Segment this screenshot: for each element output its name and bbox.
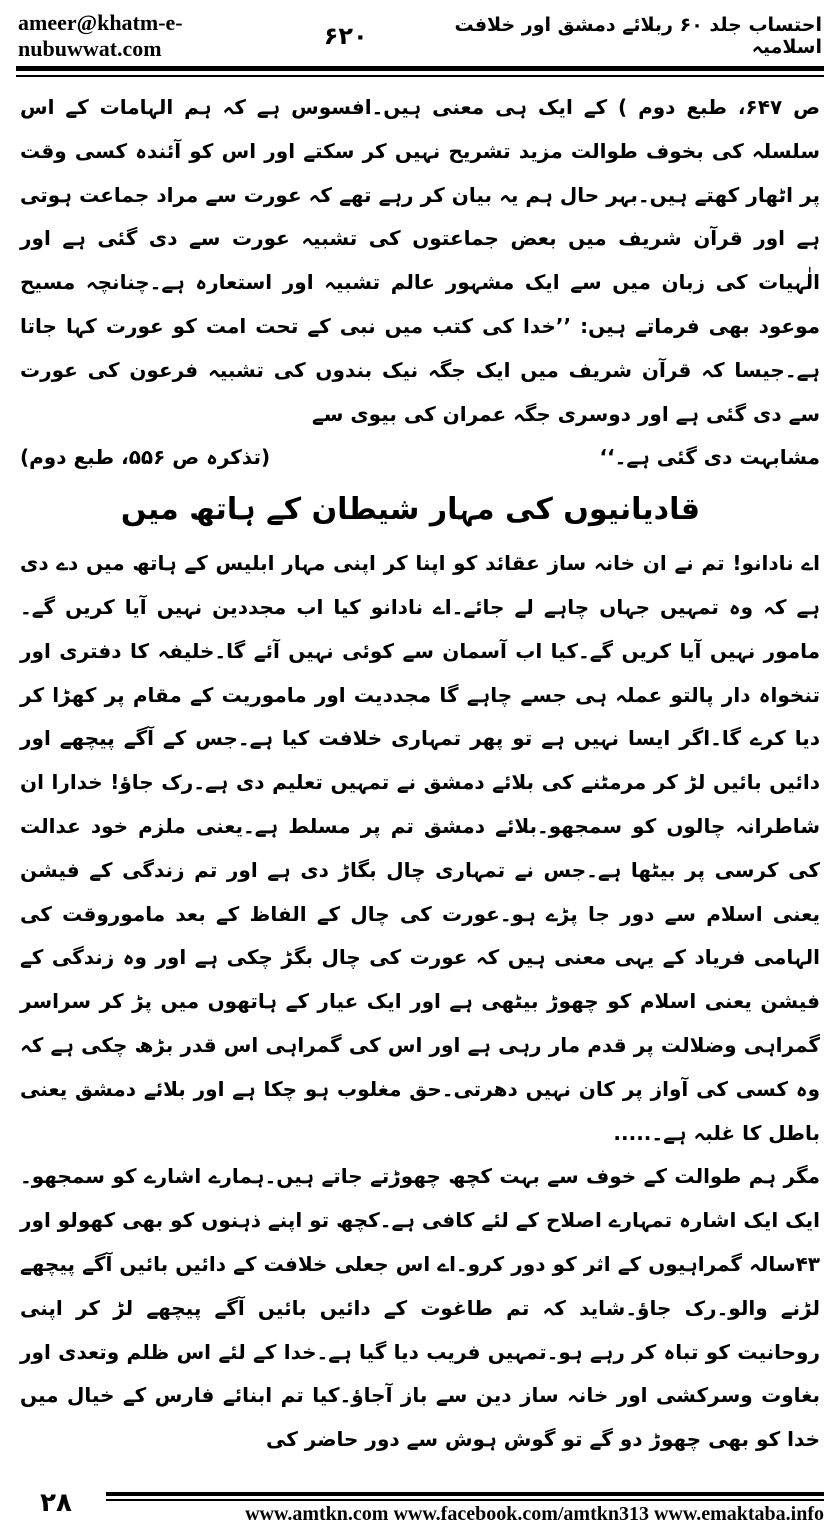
citation: (تذکرہ ص ۵۵۶، طبع دوم) xyxy=(20,445,271,470)
paragraph-3: مگر ہم طوالت کے خوف سے بہت کچھ چھوڑتے جاتے ہیں۔ہمارے اشارے کو سمجھو۔ایک ایک اشارہ تمہارے اصلاح کے لئے کافی ہے۔کچھ تو اپنے ذہنوں کو بھی کھولو اور ۴۳سالہ گمراہیوں کے اثر کو دور کرو۔اے اس جعلی خلافت کے دائیں بائیں آگے پیچھے لڑنے والو۔رک جاؤ۔شاید کہ تم طاغوت کے دائیں بائیں آگے پیچھے لڑ کر اپنی روحانیت کو تباہ کر رہے ہو۔تمہیں فریب دیا گیا ہے۔خدا کے لئے اس ظلم وتعدی اور بغاوت وسرکشی اور خانہ ساز دین سے باز آجاؤ۔کیا تم ابنائے فارس کے خیال میں خدا کو بھی چھوڑ دو گے تو گوش ہوش سے دور حاضر کی xyxy=(20,1164,820,1452)
paragraph-1-ending: مشابہت دی گئی ہے۔‘‘ xyxy=(599,445,820,470)
paragraph-1: ص ۶۴۷، طبع دوم ) کے ایک ہی معنی ہیں۔افسوس ہے کہ ہم الہامات کے اس سلسلہ کی بخوف طوالت مزید تشریح نہیں کر سکتے اور اس کو آئندہ کسی وقت پر اٹھار کھتے ہیں۔بہر حال ہم یہ بیان کر رہے تھے کہ عورت سے مراد جماعت ہوتی ہے اور قرآن شریف میں بعض جماعتوں کی تشبیہ عورت سے دی گئی ہے اور الٰہیات کی زبان میں سے ایک مشہور عالم تشبیہ اور استعارہ ہے۔چنانچہ مسیح موعود بھی فرماتے ہیں: ’’خدا کی کتب میں نبی کے تحت امت کو عورت کہا جاتا ہے۔جیسا کہ قرآن شریف میں ایک جگہ نیک بندوں کی تشبیہ فرعون کی عورت سے دی گئی ہے اور دوسری جگہ عمران کی بیوی سے xyxy=(20,95,820,426)
paragraph-2: اے نادانو! تم نے ان خانہ ساز عقائد کو اپنا کر اپنی مہار ابلیس کے ہاتھ میں دے دی ہے کہ وہ تمہیں جہاں چاہے لے جائے۔اے نادانو کیا اب مجددین نہیں آیا کریں گے۔مامور نہیں آیا کریں گے۔کیا اب آسمان سے کوئی نہیں آئے گا۔خلیفہ کا دفتری اور تنخواہ دار پالتو عملہ ہی جسے چاہے گا مجددیت اور ماموریت کے مقام پر کھڑا کر دیا کرے گا۔اگر ایسا نہیں ہے تو پھر تمہاری خلافت کیا ہے۔جس کے آگے پیچھے اور دائیں بائیں لڑ کر مرمٹنے کی بلائے دمشق نے تمہیں تعلیم دی ہے۔رک جاؤ! خدارا ان شاطرانہ چالوں کو سمجھو۔بلائے دمشق تم پر مسلط ہے۔یعنی ملزم خود عدالت کی کرسی پر بیٹھا ہے۔جس نے تمہاری چال بگاڑ دی ہے اور تم زندگی کے فیشن یعنی اسلام سے دور جا پڑے ہو۔عورت کی چال کے الفاظ کے بعد ماموروقت کی الہامی فریاد کے یہی معنی ہیں کہ عورت کی چال بگڑ چکی ہے اور وہ زندگی کے فیشن یعنی اسلام کو چھوڑ بیٹھی ہے اور ایک عیار کے ہاتھوں میں پڑ کر سراسر گمراہی وضلالت پر قدم مار رہی ہے اور اس کی گمراہی اس قدر بڑھ چکی ہے کہ وہ کسی کی آواز پر کان نہیں دھرتی۔حق مغلوب ہو چکا ہے اور بلائے دمشق یعنی باطل کا غلبہ ہے۔..... xyxy=(20,551,820,1145)
header-email: ameer@khatm-e-nubuwwat.com xyxy=(18,10,183,61)
section-heading: قادیانیوں کی مہار شیطان کے ہاتھ میں xyxy=(120,492,700,528)
page-footer xyxy=(16,1478,824,1528)
header-rule-thin xyxy=(16,75,824,77)
footer-rule-thick xyxy=(106,1492,824,1496)
footer-links: www.amtkn.com www.facebook.com/amtkn313 www.emaktaba.info xyxy=(245,1503,824,1525)
page-header xyxy=(18,10,822,61)
page-body xyxy=(20,86,820,1462)
header-page-number: ۶۲۰ xyxy=(323,22,368,50)
running-head xyxy=(324,14,822,58)
paragraph-1-last-line xyxy=(20,436,820,480)
running-title: احتساب جلد ۶۰ ربلائے دمشق اور خلافت اسلامیہ xyxy=(454,14,822,58)
header-rule-thick xyxy=(16,66,824,71)
footer-page-number: ۲۸ xyxy=(40,1488,72,1518)
